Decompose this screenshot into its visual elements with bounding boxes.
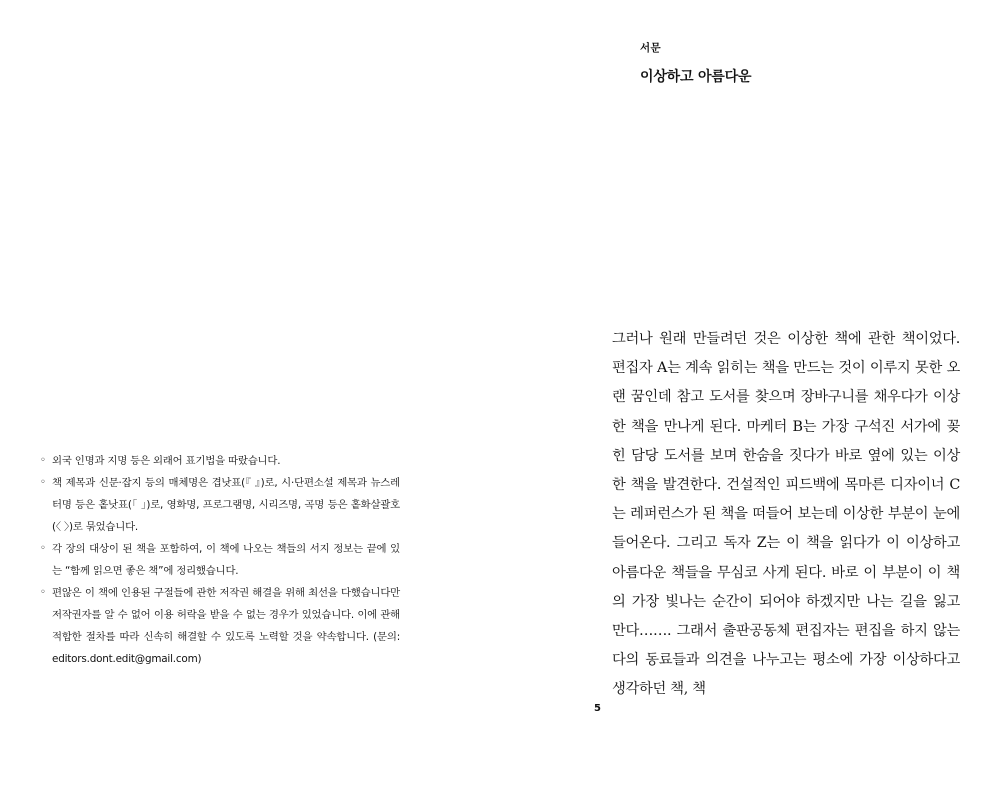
note-text: 각 장의 대상이 된 책을 포함하여, 이 책에 나오는 책들의 서지 정보는 끝에 있는 “함께 읽으면 좋은 책”에 정리했습니다.	[52, 543, 400, 577]
bullet-icon: ◦	[40, 477, 46, 488]
note-text: 편않은 이 책에 인용된 구절들에 관한 저작권 해결을 위해 최선을 다했습니다만 저작권자를 알 수 없어 이용 허락을 받을 수 없는 경우가 있었습니다. 이에 관해 적합한 절차를 따라 신속히 해결할 수 있도록 노력할 것을 약속합니다. (문의: editors.dont.edit@gmail.com)	[52, 587, 400, 665]
body-paragraph: 그러나 원래 만들려던 것은 이상한 책에 관한 책이었다. 편집자 A는 계속 읽히는 책을 만드는 것이 이루지 못한 오랜 꿈인데 참고 도서를 찾으며 장바구니를 채우다가 이상한 책을 만나게 된다. 마케터 B는 가장 구석진 서가에 꽂힌 담당 도서를 보며 한숨을 짓다가 바로 옆에 있는 이상한 책을 발견한다. 건설적인 피드백에 목마른 디자이너 C는 레퍼런스가 된 책을 떠들어 보는데 이상한 부분이 눈에 들어온다. 그리고 독자 Z는 이 책을 읽다가 이 이상하고 아름다운 책들을 무심코 사게 된다. 바로 이 부분이 이 책의 가장 빛나는 순간이 되어야 하겠지만 나는 길을 잃고 만다……. 그래서 출판공동체 편집자는 편집을 하지 않는다의 동료들과 의견을 나누고는 평소에 가장 이상하다고 생각하던 책, 책	[612, 331, 960, 698]
page-number: 5	[594, 703, 601, 714]
bullet-icon: ◦	[40, 587, 46, 598]
bullet-icon: ◦	[40, 543, 46, 554]
note-text: 외국 인명과 지명 등은 외래어 표기법을 따랐습니다.	[52, 455, 281, 467]
note-item	[40, 450, 400, 472]
editorial-notes-list	[40, 450, 400, 670]
bullet-icon: ◦	[40, 455, 46, 466]
note-item	[40, 538, 400, 582]
section-label: 서문	[640, 42, 661, 54]
note-item	[40, 472, 400, 538]
note-text: 책 제목과 신문·잡지 등의 매체명은 겹낫표(『 』)로, 시·단편소설 제목과 뉴스레터명 등은 홑낫표(「 」)로, 영화명, 프로그램명, 시리즈명, 곡명 등은 홑화살괄호(〈 〉)로 묶었습니다.	[52, 477, 400, 533]
chapter-title: 이상하고 아름다운	[640, 69, 752, 85]
note-item	[40, 582, 400, 670]
right-page	[500, 0, 1000, 791]
